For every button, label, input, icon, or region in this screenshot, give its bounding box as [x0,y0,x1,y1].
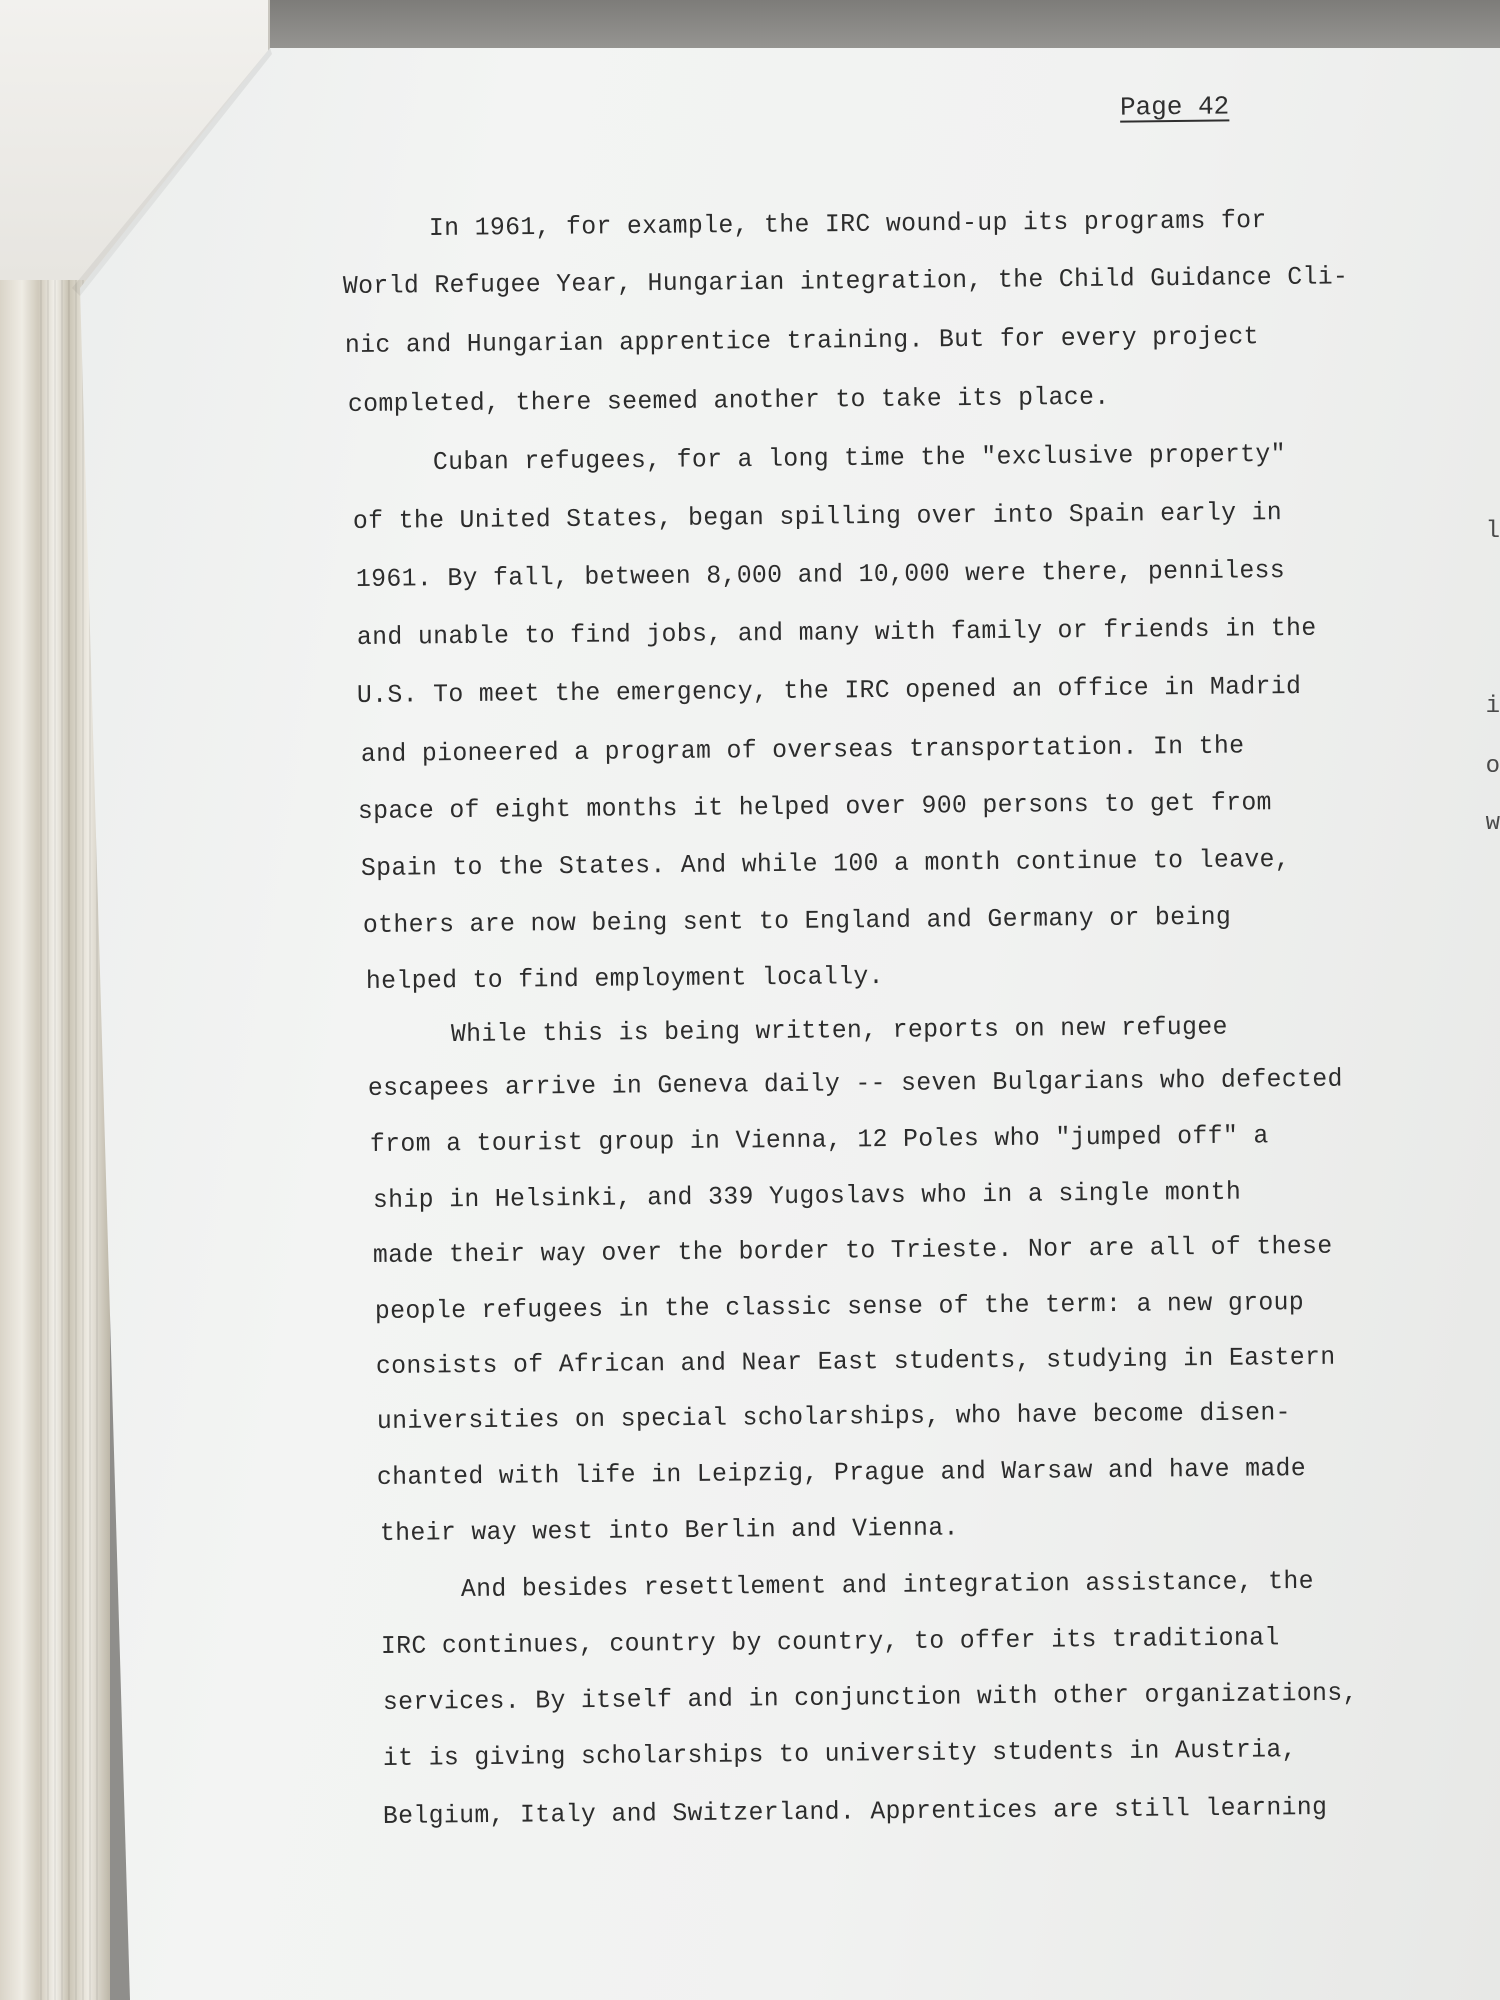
text-line: While this is being written, reports on new refugee [450,1012,1228,1049]
text-line: services. By itself and in conjunction with other organizations, [382,1678,1358,1717]
text-line: of the United States, began spilling over into Spain early in [352,498,1283,536]
text-line: made their way over the border to Trieste. Nor are all of these [372,1231,1333,1270]
adjacent-page-fragment: w [1485,810,1500,837]
text-line: Belgium, Italy and Switzerland. Apprentices are still learning [382,1792,1328,1831]
text-line: people refugees in the classic sense of the term: a new group [374,1288,1305,1326]
text-line: space of eight months it helped over 900 persons to get from [357,788,1272,826]
text-line: Spain to the States. And while 100 a month continue to leave, [360,845,1291,883]
text-line: consists of African and Near East students, studying in Eastern [375,1342,1336,1381]
text-line: completed, there seemed another to take its place. [347,382,1110,419]
text-line: helped to find employment locally. [365,962,884,996]
text-line: it is giving scholarships to university students in Austria, [382,1735,1297,1773]
text-line: their way west into Berlin and Vienna. [379,1513,959,1548]
text-line: 1961. By fall, between 8,000 and 10,000 were there, penniless [355,556,1286,594]
text-line: World Refugee Year, Hungarian integration, the Child Guidance Cli- [342,262,1349,301]
adjacent-page-fragment: l [1485,518,1500,545]
text-line: and unable to find jobs, and many with family or friends in the [356,613,1317,652]
adjacent-page-fragment: i [1485,693,1500,720]
text-line: In 1961, for example, the IRC wound-up its programs for [428,205,1267,243]
adjacent-page-fragment: o [1485,753,1500,780]
text-line: U.S. To meet the emergency, the IRC opened an office in Madrid [356,671,1302,710]
text-line: nic and Hungarian apprentice training. But for every project [344,322,1259,360]
text-line: ship in Helsinki, and 339 Yugoslavs who in a single month [372,1177,1242,1215]
text-line: IRC continues, country by country, to offer its traditional [380,1623,1280,1661]
text-line: from a tourist group in Vienna, 12 Poles who "jumped off" a [369,1121,1269,1159]
text-line: universities on special scholarships, who have become disen- [376,1398,1291,1436]
text-line: escapees arrive in Geneva daily -- seven Bulgarians who defected [367,1064,1343,1103]
text-line: And besides resettlement and integration assistance, the [460,1566,1315,1604]
text-line: chanted with life in Leipzig, Prague and Warsaw and have made [376,1454,1307,1492]
text-line: others are now being sent to England and Germany or being [362,902,1232,940]
text-line: and pioneered a program of overseas transportation. In the [360,731,1245,769]
page-number: Page 42 [1119,91,1230,123]
text-line: Cuban refugees, for a long time the "exclusive property" [432,439,1287,477]
